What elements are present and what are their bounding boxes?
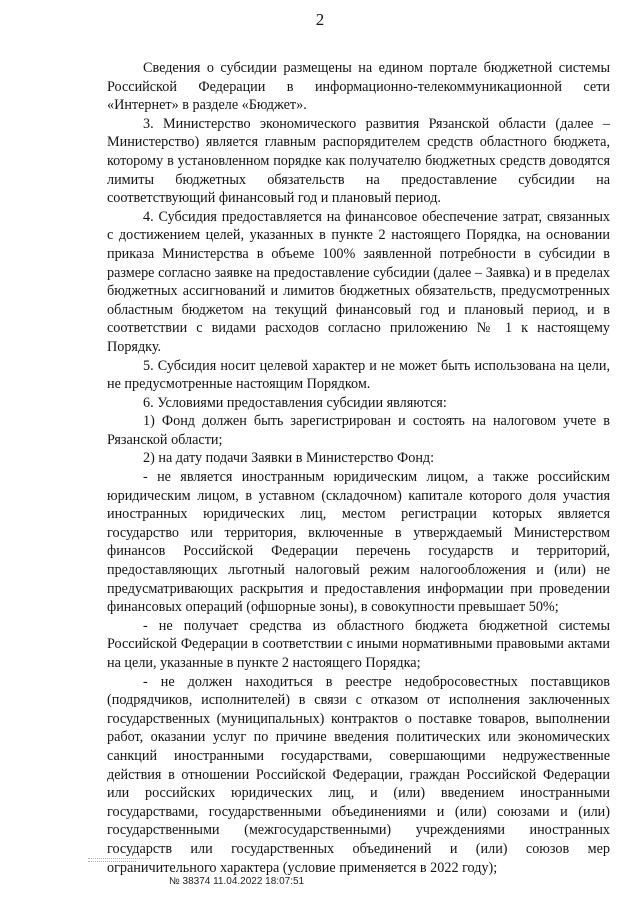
paragraph-3-ministry: 3. Министерство экономического развития Рязанской области (далее – Министерство) является главным распорядителем средств областного бюджета, которому в установленном порядке как получателю бюджетных средств доводятся лимиты бюджетных обязательств на предоставление субсидии на соответствующий финансовый год и плановый период.: [107, 115, 610, 207]
page-number: 2: [315, 10, 325, 29]
condition-no-other-funds: - не получает средства из областного бюджета бюджетной системы Российской Федерации в соответствии с иными нормативными правовыми актами на цели, указанные в пункте 2 настоящего Порядка;: [107, 617, 610, 671]
condition-not-in-registry: - не должен находиться в реестре недобросовестных поставщиков (подрядчиков, исполнителей) в связи с отказом от исполнения заключенных государственных (муниципальных) контрактов о поставке товаров, выполнении работ, оказании услуг по причине введения политических или экономических санкций иностранными государствами, совершающими недружественные действия в отношении Российской Федерации, граждан Российской Федерации или российских юридических лиц, и (или) введением иностранными государствами, государственными объединениями и (или) союзами и (или) государственными (межгосударственными) учреждениями иностранных государств или государственных объединений и (или) союзов мер ограничительного характера (условие применяется в 2022 году);: [107, 673, 610, 876]
condition-1-registration: 1) Фонд должен быть зарегистрирован и состоять на налоговом учете в Рязанской области;: [107, 413, 610, 448]
document-body: [107, 59, 610, 877]
condition-2-application-date: 2) на дату подачи Заявки в Министерство Фонд:: [143, 450, 435, 467]
paragraph-6-conditions: 6. Условиями предоставления субсидии являются:: [143, 394, 447, 411]
condition-not-foreign-entity: - не является иностранным юридическим лицом, а также российским юридическим лицом, в уставном (складочном) капитале которого доля участия иностранных юридических лиц, местом регистрации которых является государство или территория, включенные в утверждаемый Министерством финансов Российской Федерации перечень государств и территорий, предоставляющих льготный налоговый режим налогообложения и (или) не предусматривающих раскрытия и предоставления информации при проведении финансовых операций (офшорные зоны), в совокупности превышает 50%;: [107, 469, 610, 616]
paragraph-5-target-nature: 5. Субсидия носит целевой характер и не может быть использована на цели, не предусмотренные настоящим Порядком.: [107, 357, 610, 393]
registration-mark: № 38374 11.04.2022 18:07:51: [169, 876, 305, 887]
paragraph-subsidy-info: Сведения о субсидии размещены на едином портале бюджетной системы Российской Федерации в информационно-телекоммуникационной сети «Интернет» в разделе «Бюджет».: [107, 60, 610, 114]
faint-stamp: [88, 856, 150, 864]
paragraph-4-subsidy-provision: 4. Субсидия предоставляется на финансовое обеспечение затрат, связанных с достижением целей, указанных в пункте 2 настоящего Порядка, на основании приказа Министерства в объеме 100% заявленной потребности в субсидии в размере согласно заявке на предоставление субсидии (далее – Заявка) и в пределах бюджетных ассигнований и лимитов бюджетных обязательств, предусмотренных областным бюджетом на текущий финансовый год и плановый период, и в соответствии с видами расходов согласно приложению № 1 к настоящему Порядку.: [107, 208, 610, 355]
